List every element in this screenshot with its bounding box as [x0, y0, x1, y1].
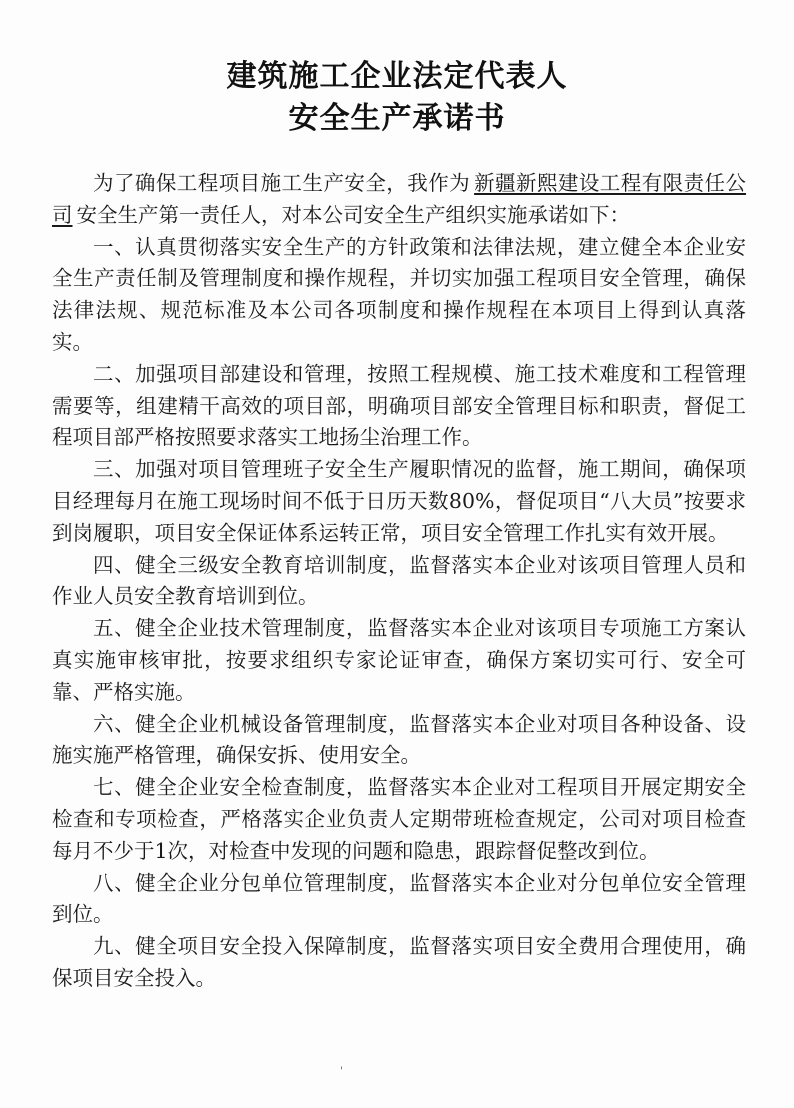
- company-name: 新疆新熙建设工程有限责任公司: [52, 171, 747, 227]
- commitment-paragraph-9: 九、健全项目安全投入保障制度，监督落实项目安全费用合理使用，确保项目安全投入。: [52, 934, 746, 990]
- intro-text-before: 为了确保工程项目施工生产安全，我作为: [93, 171, 471, 195]
- document-body: [52, 168, 746, 995]
- commitment-paragraph-3: 三、加强对项目管理班子安全生产履职情况的监督，施工期间，确保项目经理每月在施工现场时间不低于日历天数80%，督促项目“八大员”按要求到岗履职，项目安全保证体系运转正常，项目安全管理工作扎实有效开展。: [52, 457, 746, 545]
- scan-mark: ': [340, 1066, 343, 1077]
- commitment-paragraph-4: 四、健全三级安全教育培训制度，监督落实本企业对该项目管理人员和作业人员安全教育培训到位。: [52, 552, 746, 609]
- intro-paragraph: [52, 168, 746, 232]
- commitment-paragraph-6: 六、健全企业机械设备管理制度，监督落实本企业对项目各种设备、设施实施严格管理，确保安拆、使用安全。: [52, 711, 746, 768]
- commitment-paragraph-1: 一、认真贯彻落实安全生产的方针政策和法律法规，建立健全本企业安全生产责任制及管理制度和操作规程，并切实加强工程项目安全管理，确保法律法规、规范标准及本公司各项制度和操作规程在本项目上得到认真落实。: [52, 234, 746, 354]
- commitment-paragraph-2: 二、加强项目部建设和管理，按照工程规模、施工技术难度和工程管理需要等，组建精干高效的项目部，明确项目部安全管理目标和职责，督促工程项目部严格按照要求落实工地扬尘治理工作。: [52, 361, 746, 450]
- commitment-paragraph-8: 八、健全企业分包单位管理制度，监督落实本企业对分包单位安全管理到位。: [52, 870, 746, 927]
- document-title-line-2: 安全生产承诺书: [288, 101, 506, 136]
- intro-text-after: 安全生产第一责任人，对本公司安全生产组织实施承诺如下：: [76, 202, 630, 227]
- document-title-line-1: 建筑施工企业法定代表人: [226, 59, 568, 94]
- commitment-paragraph-7: 七、健全企业安全检查制度，监督落实本企业对工程项目开展定期安全检查和专项检查，严格落实企业负责人定期带班检查规定，公司对项目检查每月不少于1次，对检查中发现的问题和隐患，跟踪督促整改到位。: [52, 775, 746, 863]
- commitment-paragraph-5: 五、健全企业技术管理制度，监督落实本企业对该项目专项施工方案认真实施审核审批，按要求组织专家论证审查，确保方案切实可行、安全可靠、严格实施。: [52, 616, 746, 704]
